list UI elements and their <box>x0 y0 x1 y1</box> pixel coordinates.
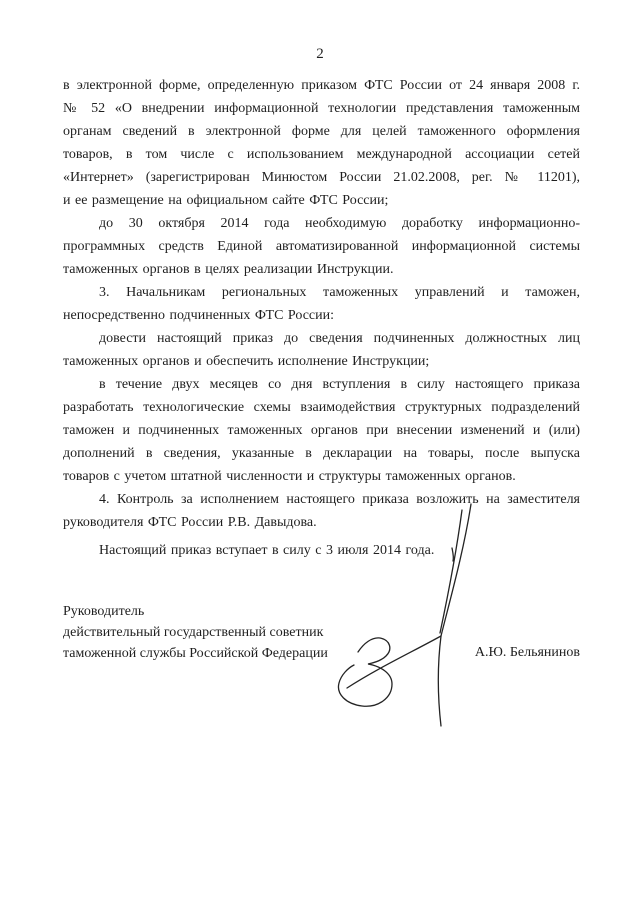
text-line: товаров с учетом штатной численности и структуры таможенных органов. <box>63 469 516 484</box>
signer-name: А.Ю. Бельянинов <box>474 645 580 660</box>
page-number: 2 <box>316 46 324 62</box>
text-line: непосредственно подчиненных ФТС России: <box>63 308 335 323</box>
signer-position <box>63 601 328 664</box>
text-line: руководителя ФТС России Р.В. Давыдова. <box>63 515 317 530</box>
text-line: довести настоящий приказ до сведения подчиненных должностных лиц <box>99 331 580 346</box>
paragraph <box>63 373 580 488</box>
paragraph <box>63 327 580 373</box>
paragraph <box>63 212 580 281</box>
document-body <box>63 74 580 562</box>
signer-position-line: таможенной службы Российской Федерации <box>63 646 328 661</box>
paragraph <box>63 539 580 562</box>
text-line: Настоящий приказ вступает в силу с 3 июля 2014 года. <box>99 543 435 558</box>
text-line: таможенных органов и обеспечить исполнение Инструкции; <box>63 354 430 369</box>
text-line: разработать технологические схемы взаимодействия структурных подразделений <box>63 400 580 415</box>
paragraph <box>63 281 580 327</box>
text-line: программных средств Единой автоматизированной информационной системы <box>63 239 580 254</box>
signer-position-line: действительный государственный советник <box>63 625 324 640</box>
text-line: и ее размещение на официальном сайте ФТС России; <box>63 193 389 208</box>
text-line: № 52 «О внедрении информационной технологии представления таможенным <box>63 101 580 116</box>
text-line: «Интернет» (зарегистрирован Минюстом России 21.02.2008, рег. № 11201), <box>63 170 580 185</box>
paragraph <box>63 488 580 534</box>
text-line: таможен и подчиненных таможенных органов при внесении изменений и (или) <box>63 423 580 438</box>
paragraph <box>63 74 580 212</box>
text-line: до 30 октября 2014 года необходимую доработку информационно- <box>99 216 580 231</box>
signer-position-line: Руководитель <box>63 604 145 619</box>
text-line: в электронной форме, определенную приказом ФТС России от 24 января 2008 г. <box>63 78 580 93</box>
signature-block <box>63 601 580 664</box>
text-line: товаров, в том числе с использованием международной ассоциации сетей <box>63 147 580 162</box>
text-line: таможенных органов в целях реализации Инструкции. <box>63 262 394 277</box>
text-line: 4. Контроль за исполнением настоящего приказа возложить на заместителя <box>99 492 580 507</box>
text-line: органам сведений в электронной форме для целей таможенного оформления <box>63 124 580 139</box>
text-line: в течение двух месяцев со дня вступления в силу настоящего приказа <box>99 377 580 392</box>
text-line: 3. Начальникам региональных таможенных управлений и таможен, <box>99 285 580 300</box>
text-line: дополнений в сведения, указанные в декларации на товары, после выпуска <box>63 446 580 461</box>
